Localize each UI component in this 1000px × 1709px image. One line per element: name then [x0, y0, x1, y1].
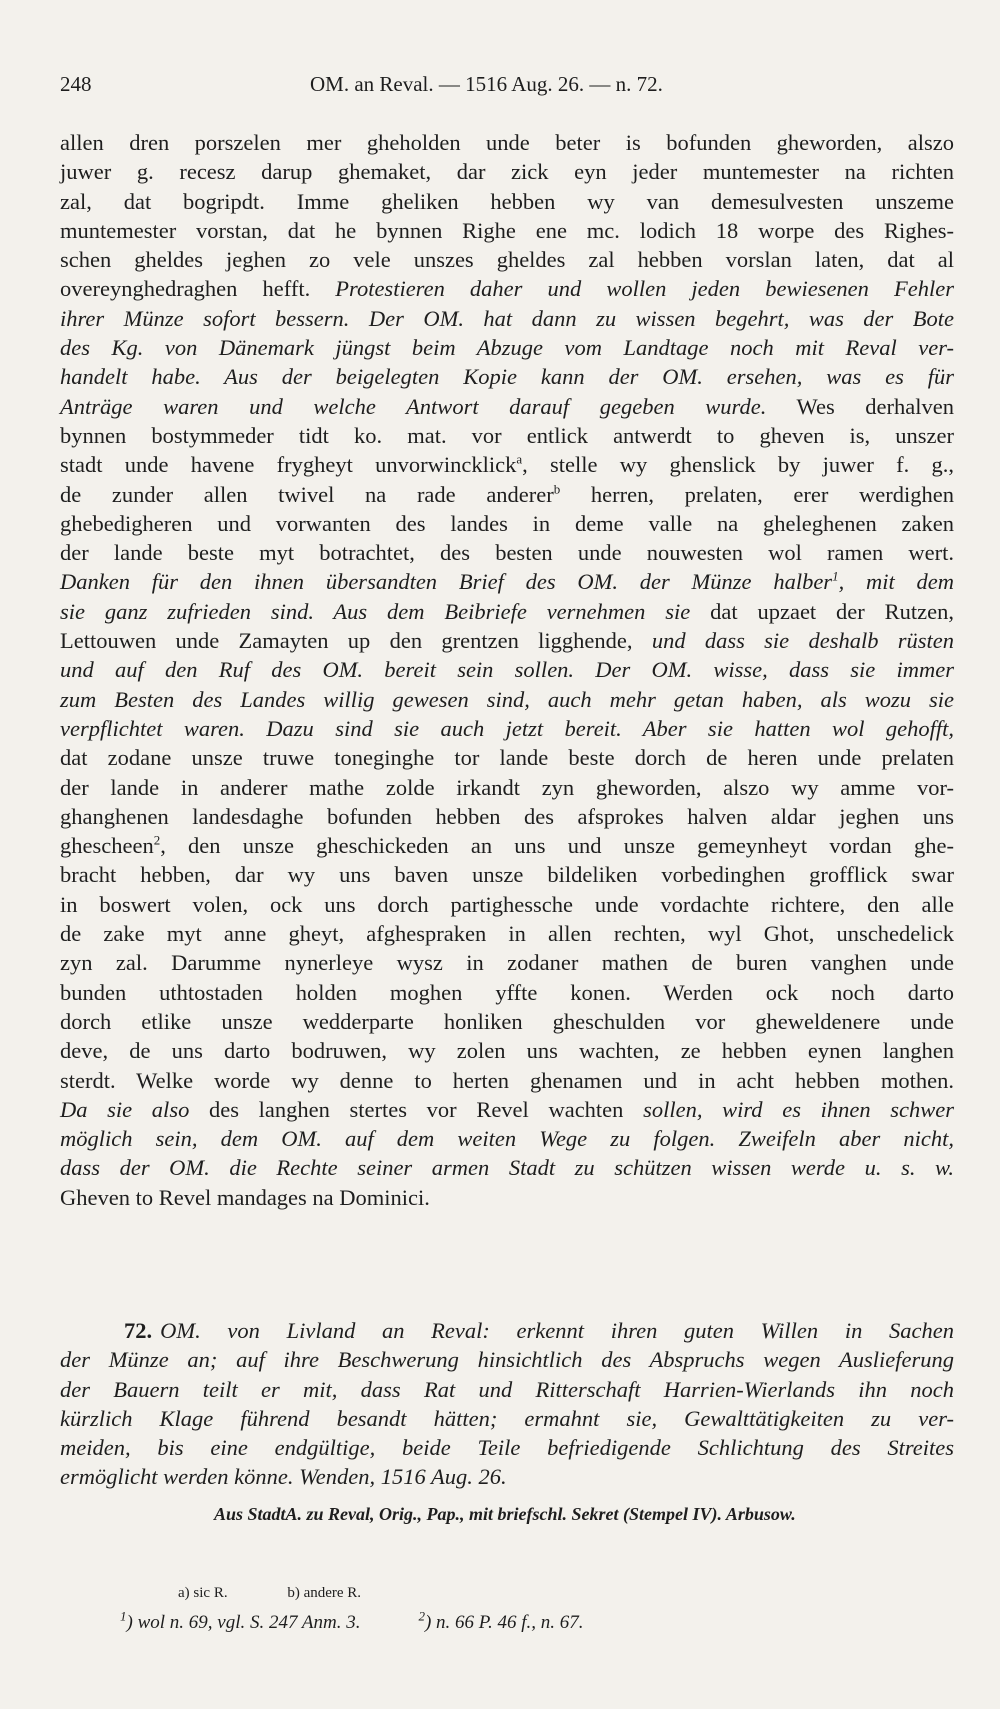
text-line: [60, 1316, 954, 1345]
italic-span: Da sie also: [60, 1096, 190, 1122]
text-line: [60, 480, 954, 509]
text-line: de zake myt anne gheyt, afghespraken in allen rechten, wyl Ghot, unschedelick: [60, 921, 954, 947]
text-span: des langhen stertes vor Revel wachten: [189, 1096, 644, 1122]
text-span: , stelle wy ghenslick by juwer f. g.,: [522, 452, 954, 478]
text-line: [60, 626, 954, 655]
text-line: sterdt. Welke worde wy denne to herten ghenamen und in acht hebben mothen.: [60, 1067, 954, 1093]
text-line: möglich sein, dem OM. auf dem weiten Wege zu folgen. Zweifeln aber nicht,: [60, 1126, 954, 1152]
italic-span: Protestieren daher und wollen jeden bewiesenen Fehler: [335, 276, 954, 302]
text-span: ghescheen: [60, 833, 154, 859]
text-span: , den unsze gheschickeden an uns und unsze gemeynheyt vordan ghe-: [160, 833, 954, 859]
text-line: der lande in anderer mathe zolde irkandt zyn gheworden, alszo wy amme vor-: [60, 774, 954, 800]
italic-span: Anträge waren und welche Antwort darauf gegeben wurde.: [60, 393, 767, 419]
footnote-mark: 1: [832, 568, 839, 584]
text-line: in boswert volen, ock uns dorch partighessche unde vordachte richtere, den alle: [60, 891, 954, 917]
text-line: [60, 567, 954, 596]
body-text: [60, 128, 954, 1212]
text-line: und auf den Ruf des OM. bereit sein sollen. Der OM. wisse, dass sie immer: [60, 657, 954, 683]
text-line: handelt habe. Aus der beigelegten Kopie kann der OM. ersehen, was es für: [60, 364, 954, 390]
footnote-mark: 2: [153, 832, 161, 848]
italic-span: sie ganz zufrieden sind. Aus dem Beibriefe vernehmen sie: [60, 598, 691, 624]
italic-span: und dass sie deshalb rüsten: [651, 628, 955, 654]
text-line: meiden, bis eine endgültige, beide Teile befriedigende Schlichtung des Streites: [60, 1435, 954, 1461]
text-span: stadt unde havene frygheyt unvorwincklick: [60, 452, 517, 478]
italic-span: , mit dem: [838, 569, 954, 595]
text-line: dass der OM. die Rechte seiner armen Stadt zu schützen wissen werde u. s. w.: [60, 1155, 954, 1181]
text-line: [60, 1095, 954, 1124]
document-72-regest: [60, 1316, 954, 1492]
page-header: [60, 72, 940, 100]
text-line: [60, 450, 954, 479]
text-line: kürzlich Klage führend besandt hätten; ermahnt sie, Gewalttätigkeiten zu ver-: [60, 1405, 954, 1431]
textual-notes: [178, 1585, 417, 1602]
text-line: bynnen bostymmeder tidt ko. mat. vor entlick antwerdt to gheven is, unszer: [60, 422, 954, 448]
text-line: ihrer Münze sofort bessern. Der OM. hat dann zu wissen begehrt, was der Bote: [60, 305, 954, 331]
text-line: [60, 392, 954, 421]
text-span: herren, prelaten, erer werdighen: [560, 481, 954, 507]
text-line: zyn zal. Darumme nynerleye wysz in zodaner mathen de buren vanghen unde: [60, 950, 954, 976]
italic-span: Danken für den ihnen übersandten Brief des OM. der Münze halber: [60, 569, 833, 595]
text-line: muntemester vorstan, dat he bynnen Righe ene mc. lodich 18 worpe des Righes-: [60, 217, 954, 243]
text-line: verpflichtet waren. Dazu sind sie auch jetzt bereit. Aber sie hatten wol gehofft,: [60, 715, 954, 741]
text-span: dat upzaet der Rutzen,: [690, 598, 954, 624]
text-line: Gheven to Revel mandages na Dominici.: [60, 1184, 430, 1210]
footnote-mark: 1: [120, 1608, 127, 1624]
source-note: Aus StadtA. zu Reval, Orig., Pap., mit briefschl. Sekret (Stempel IV). Arbusow.: [214, 1504, 796, 1524]
text-line: der Münze an; auf ihre Beschwerung hinsichtlich des Abspruchs wegen Auslieferung: [60, 1347, 954, 1373]
text-line: bunden uthtostaden holden moghen yffte konen. Werden ock noch darto: [60, 979, 954, 1005]
italic-span: sollen, wird es ihnen schwer: [643, 1096, 955, 1122]
text-line: ghanghenen landesdaghe bofunden hebben des afsprokes halven aldar jeghen uns: [60, 803, 954, 829]
text-line: dorch etlike unsze wedderparte honliken gheschulden vor gheweldenere unde: [60, 1008, 954, 1034]
text-line: [60, 831, 954, 860]
text-line: [60, 597, 954, 626]
text-line: des Kg. von Dänemark jüngst beim Abzuge vom Landtage noch mit Reval ver-: [60, 335, 954, 361]
text-line: der lande beste myt botrachtet, des besten unde nouwesten wol ramen wert.: [60, 540, 954, 566]
text-line: der Bauern teilt er mit, dass Rat und Ritterschaft Harrien-Wierlands ihn noch: [60, 1376, 954, 1402]
text-line: ermöglicht werden könne. Wenden, 1516 Aug. 26.: [60, 1464, 507, 1490]
note-a: a) sic R.: [178, 1585, 228, 1601]
text-line: dat zodane unsze truwe toneginghe tor lande beste dorch de heren unde prelaten: [60, 745, 954, 771]
text-line: deve, de uns darto bodruwen, wy zolen uns wachten, ze hebben eynen langhen: [60, 1038, 954, 1064]
footnote-mark: 2: [418, 1608, 425, 1624]
footnotes: [120, 1608, 584, 1634]
running-title: OM. an Reval. — 1516 Aug. 26. — n. 72.: [310, 72, 663, 96]
text-line: bracht hebben, dar wy uns baven unsze bildeliken vorbedinghen grofflick swar: [60, 862, 954, 888]
text-line: [60, 274, 954, 303]
document-number: 72.: [124, 1318, 153, 1343]
text-span: Lettouwen unde Zamayten up den grentzen ligghende,: [60, 628, 652, 654]
text-span: de zunder allen twivel na rade anderer: [60, 481, 554, 507]
italic-span: OM. von Livland an Reval: erkennt ihren guten Willen in Sachen: [160, 1318, 954, 1343]
text-line: allen dren porszelen mer gheholden unde beter is bofunden gheworden, alszo: [60, 130, 954, 155]
footnote-2: ) n. 66 P. 46 f., n. 67.: [424, 1612, 584, 1633]
page-number: 248: [60, 72, 92, 96]
text-line: juwer g. recesz darup ghemaket, dar zick eyn jeder muntemester na richten: [60, 159, 954, 185]
text-line: schen gheldes jeghen zo vele unszes gheldes zal hebben vorslan laten, dat al: [60, 247, 954, 273]
note-b: b) andere R.: [287, 1585, 362, 1601]
text-line: zum Besten des Landes willig gewesen sind, auch mehr getan haben, als wozu sie: [60, 686, 954, 712]
text-line: ghebedigheren und vorwanten des landes in deme valle na gheleghenen zaken: [60, 510, 954, 536]
footnote-1: ) wol n. 69, vgl. S. 247 Anm. 3.: [126, 1612, 361, 1633]
text-span: Wes derhalven: [766, 393, 954, 419]
footnote-mark: b: [553, 481, 561, 497]
text-line: zal, dat bogripdt. Imme gheliken hebben wy van demesulvesten unszeme: [60, 188, 954, 214]
text-span: overeynghedraghen hefft.: [60, 276, 336, 302]
footnote-mark: a: [516, 451, 523, 467]
